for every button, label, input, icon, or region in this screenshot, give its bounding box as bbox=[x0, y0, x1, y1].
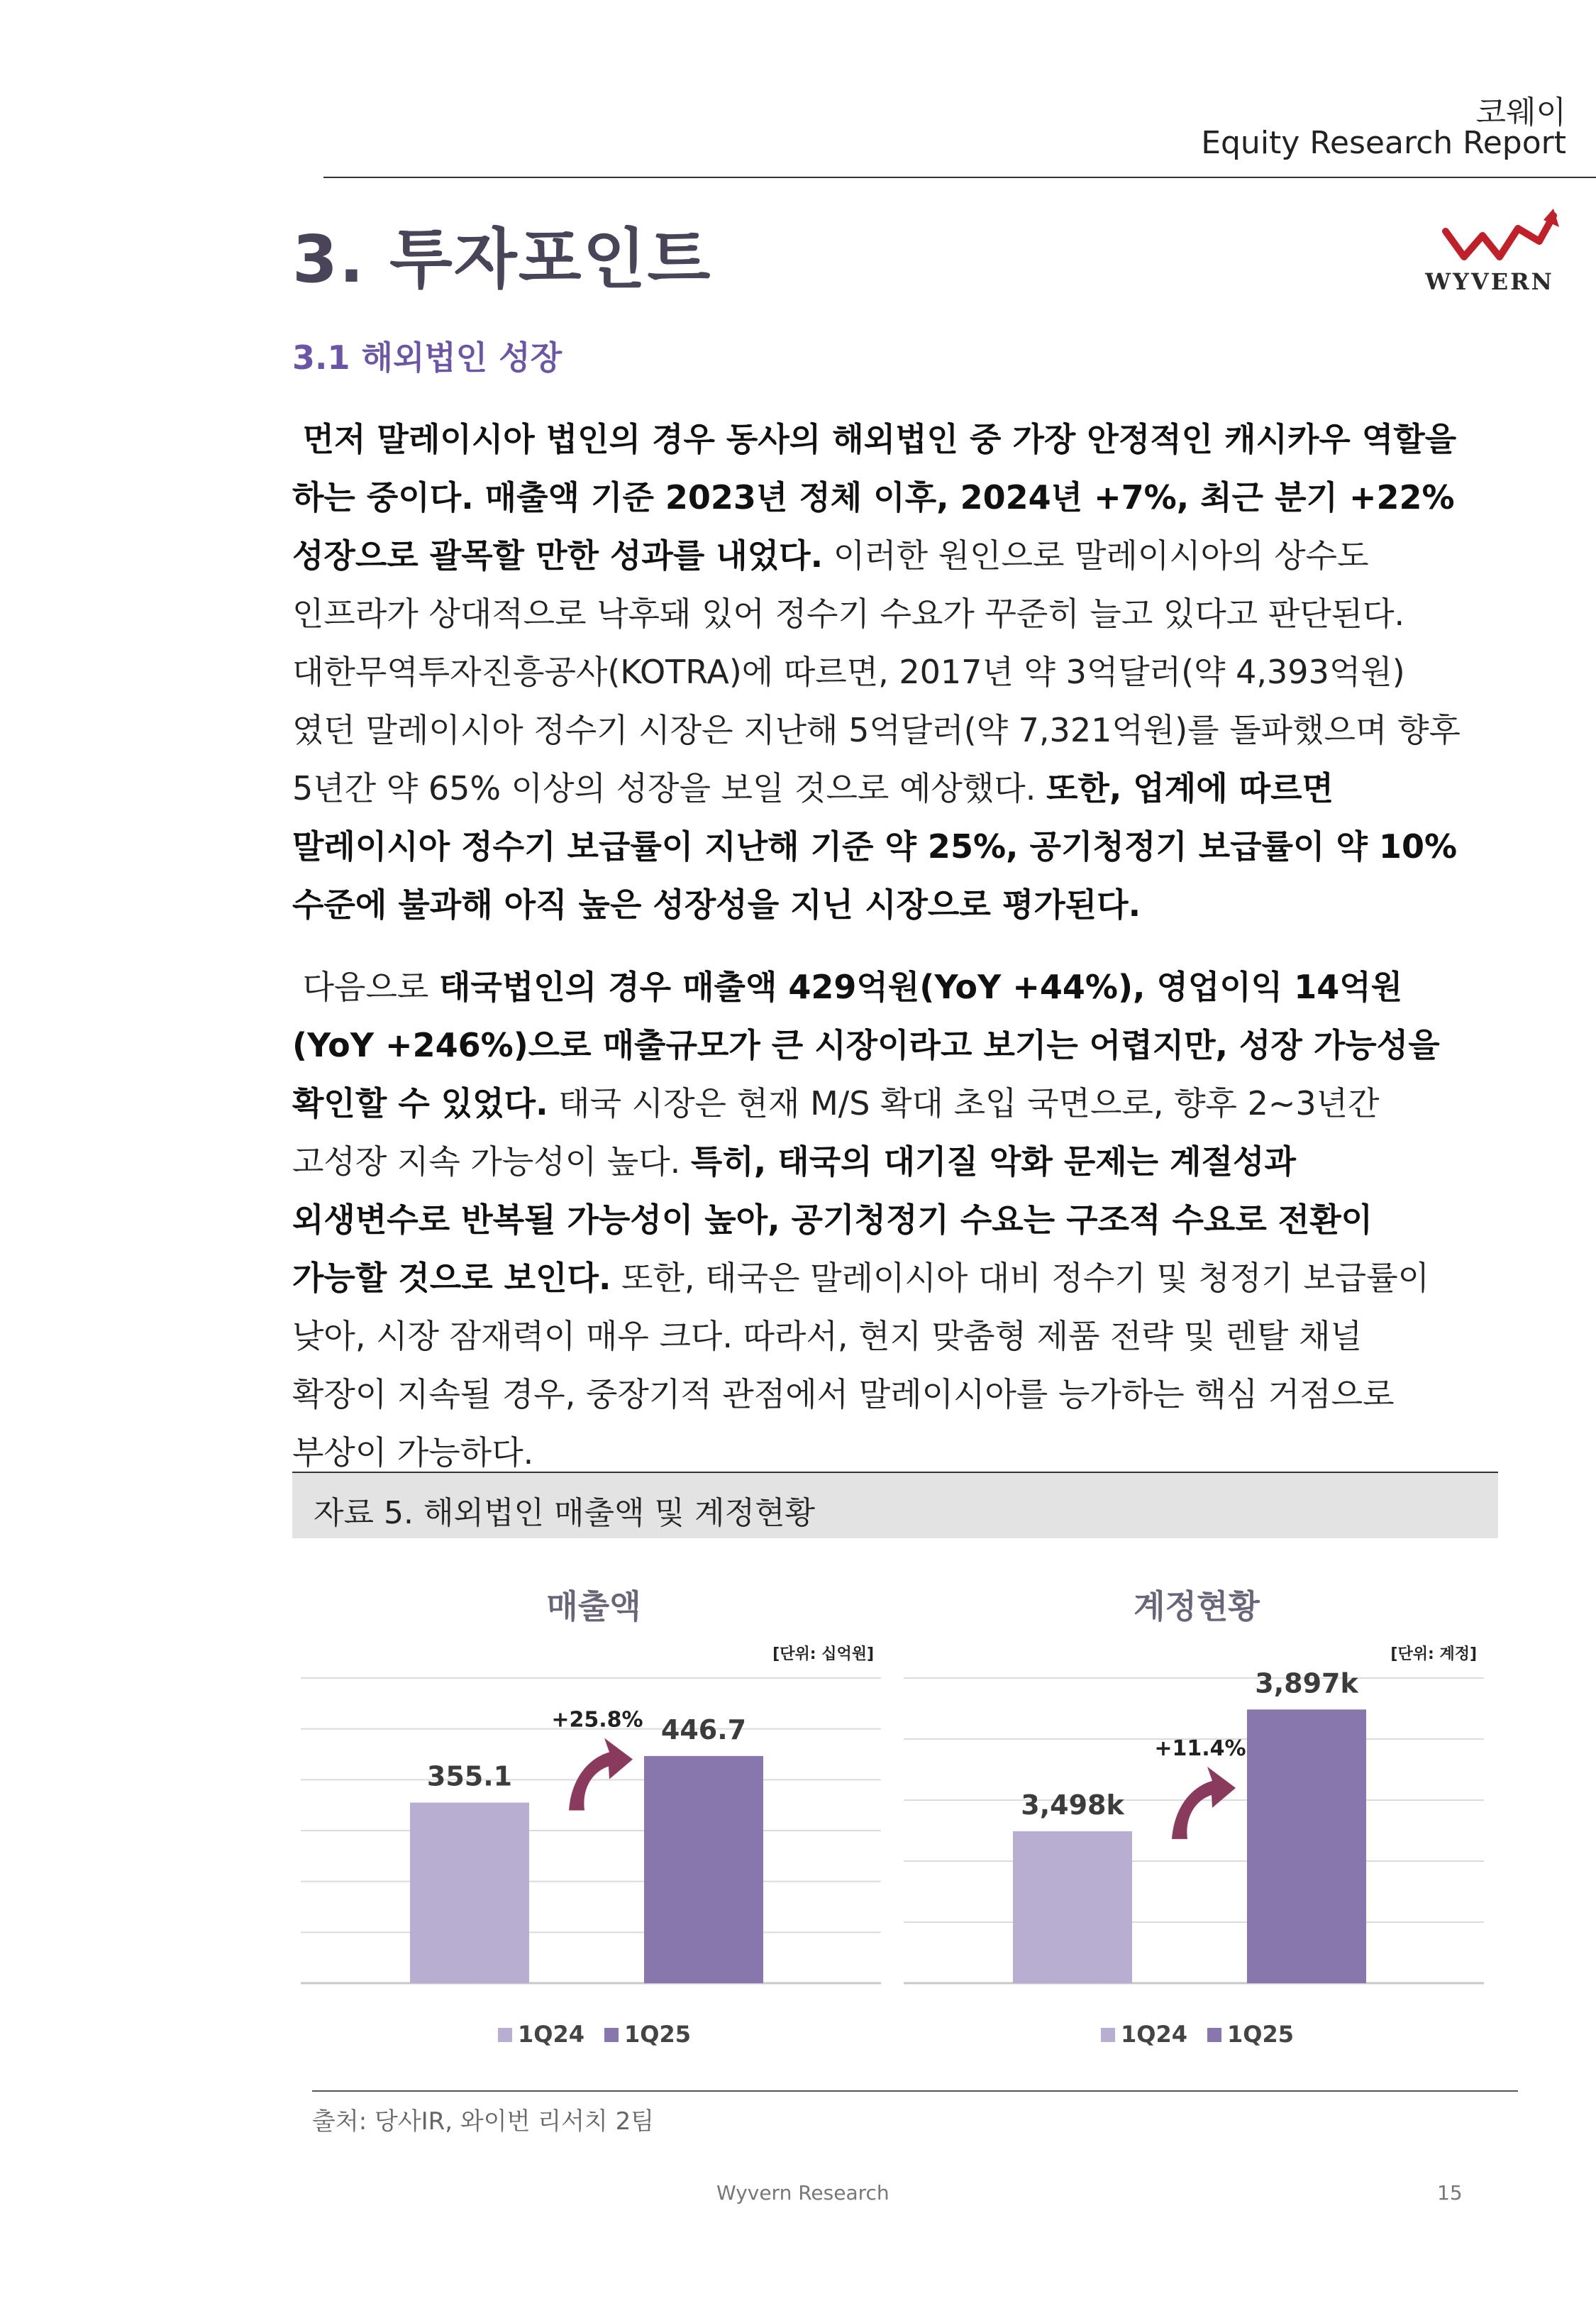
footer-brand: Wyvern Research bbox=[716, 2181, 890, 2205]
header-company-name: 코웨이 bbox=[1475, 94, 1566, 131]
chart-title: 계정현황 bbox=[1134, 1587, 1260, 1626]
header-report-type: Equity Research Report bbox=[1201, 125, 1566, 161]
chart-title: 매출액 bbox=[546, 1587, 641, 1626]
chart-unit-label: [단위: 십억원] bbox=[772, 1645, 874, 1663]
para1-text-1: 이러한 원인으로 말레이시아의 상수도 인프라가 상대적으로 낙후돼 있어 정수기 수요가 꾸준히 늘고 있다고 판단된다. 대한무역투자진흥공사(KOTRA)에 따르면, 2017년 약 3억달러(약 4,393억원)였던 말레이시아 정수기 시장은 지난해 5억달러(약 7,321억원)를 돌파했으며 향후 5년간 약 65% 이상의 성장을 보일 것으로 예상했다. bbox=[292, 536, 1461, 807]
para2-text-0: 다음으로 bbox=[302, 968, 439, 1006]
chart-revenue bbox=[292, 1575, 895, 2086]
legend-swatch-1Q25 bbox=[1207, 2028, 1221, 2042]
chart-accounts-svg bbox=[895, 1575, 1498, 2086]
source-rule bbox=[312, 2090, 1518, 2092]
bar-1Q24 bbox=[1013, 1831, 1132, 1983]
legend-swatch-1Q24 bbox=[1101, 2028, 1115, 2042]
growth-arrow-icon bbox=[569, 1738, 633, 1811]
legend-swatch-1Q25 bbox=[604, 2028, 619, 2042]
para2-text-2: 또한, 태국은 말레이시아 대비 정수기 및 청정기 보급률이 낮아, 시장 잠재력이 매우 크다. 따라서, 현지 맞춤형 제품 전략 및 렌탈 채널 확장이 지속될 경우, 중장기적 관점에서 말레이시아를 능가하는 핵심 거점으로 부상이 가능하다. bbox=[292, 1259, 1430, 1472]
bar-1Q24 bbox=[410, 1803, 529, 1983]
data-label-1Q25: 3,897k bbox=[1255, 1667, 1358, 1699]
legend-label-1Q25: 1Q25 bbox=[1227, 2021, 1294, 2048]
growth-label: +25.8% bbox=[551, 1707, 643, 1733]
data-label-1Q24: 355.1 bbox=[426, 1760, 513, 1792]
bar-1Q25 bbox=[644, 1756, 763, 1983]
section-title: 3. 투자포인트 bbox=[292, 221, 712, 297]
legend-swatch-1Q24 bbox=[498, 2028, 512, 2042]
legend-label-1Q24: 1Q24 bbox=[1121, 2021, 1187, 2048]
chart-unit-label: [단위: 계정] bbox=[1390, 1645, 1477, 1663]
legend-label-1Q25: 1Q25 bbox=[624, 2021, 691, 2048]
logo-wordmark: WYVERN bbox=[1425, 268, 1554, 295]
para1-bold-1: 먼저 말레이시아 법인의 경우 동사의 해외법인 중 가장 안정적인 캐시카우 역할을 하는 중이다. 매출액 기준 2023년 정체 이후, 2024년 +7%, 최근 분기 +22% 성장으로 괄목할 만한 성과를 내었다. bbox=[292, 420, 1457, 575]
para2-text-1: 태국 시장은 현재 M/S 확대 초입 국면으로, 향후 2~3년간 고성장 지속 가능성이 높다. bbox=[292, 1084, 1380, 1181]
logo-zigzag bbox=[1446, 216, 1553, 257]
legend-label-1Q24: 1Q24 bbox=[518, 2021, 584, 2048]
growth-label: +11.4% bbox=[1154, 1736, 1246, 1761]
data-label-1Q25: 446.7 bbox=[660, 1714, 747, 1745]
figure-source: 출처: 당사IR, 와이번 리서치 2팀 bbox=[312, 2107, 655, 2136]
chart-revenue-svg bbox=[292, 1575, 895, 2086]
para2-bold-1: 태국법인의 경우 매출액 429억원(YoY +44%), 영업이익 14억원(YoY +246%)으로 매출규모가 큰 시장이라고 보기는 어렵지만, 성장 가능성을 확인할 수 있었다. bbox=[292, 968, 1440, 1122]
figure-caption-box bbox=[292, 1473, 1498, 1538]
header-divider bbox=[323, 177, 1596, 178]
data-label-1Q24: 3,498k bbox=[1021, 1789, 1124, 1821]
paragraph-thailand bbox=[292, 958, 1463, 1482]
paragraph-malaysia bbox=[292, 410, 1463, 934]
chart-accounts bbox=[895, 1575, 1498, 2086]
page-number: 15 bbox=[1437, 2181, 1463, 2205]
bar-1Q25 bbox=[1247, 1709, 1366, 1983]
growth-arrow-icon bbox=[1172, 1767, 1236, 1839]
para2-bold-2: 특히, 태국의 대기질 악화 문제는 계절성과 외생변수로 반복될 가능성이 높아, 공기청정기 수요는 구조적 수요로 전환이 가능할 것으로 보인다. bbox=[292, 1142, 1373, 1297]
subsection-title: 3.1 해외법인 성장 bbox=[292, 338, 563, 377]
para1-bold-2: 또한, 업계에 따르면 말레이시아 정수기 보급률이 지난해 기준 약 25%, 공기청정기 보급률이 약 10% 수준에 불과해 아직 높은 성장성을 지닌 시장으로 평가된다. bbox=[292, 769, 1458, 924]
figure-caption: 자료 5. 해외법인 매출액 및 계정현황 bbox=[314, 1495, 815, 1531]
